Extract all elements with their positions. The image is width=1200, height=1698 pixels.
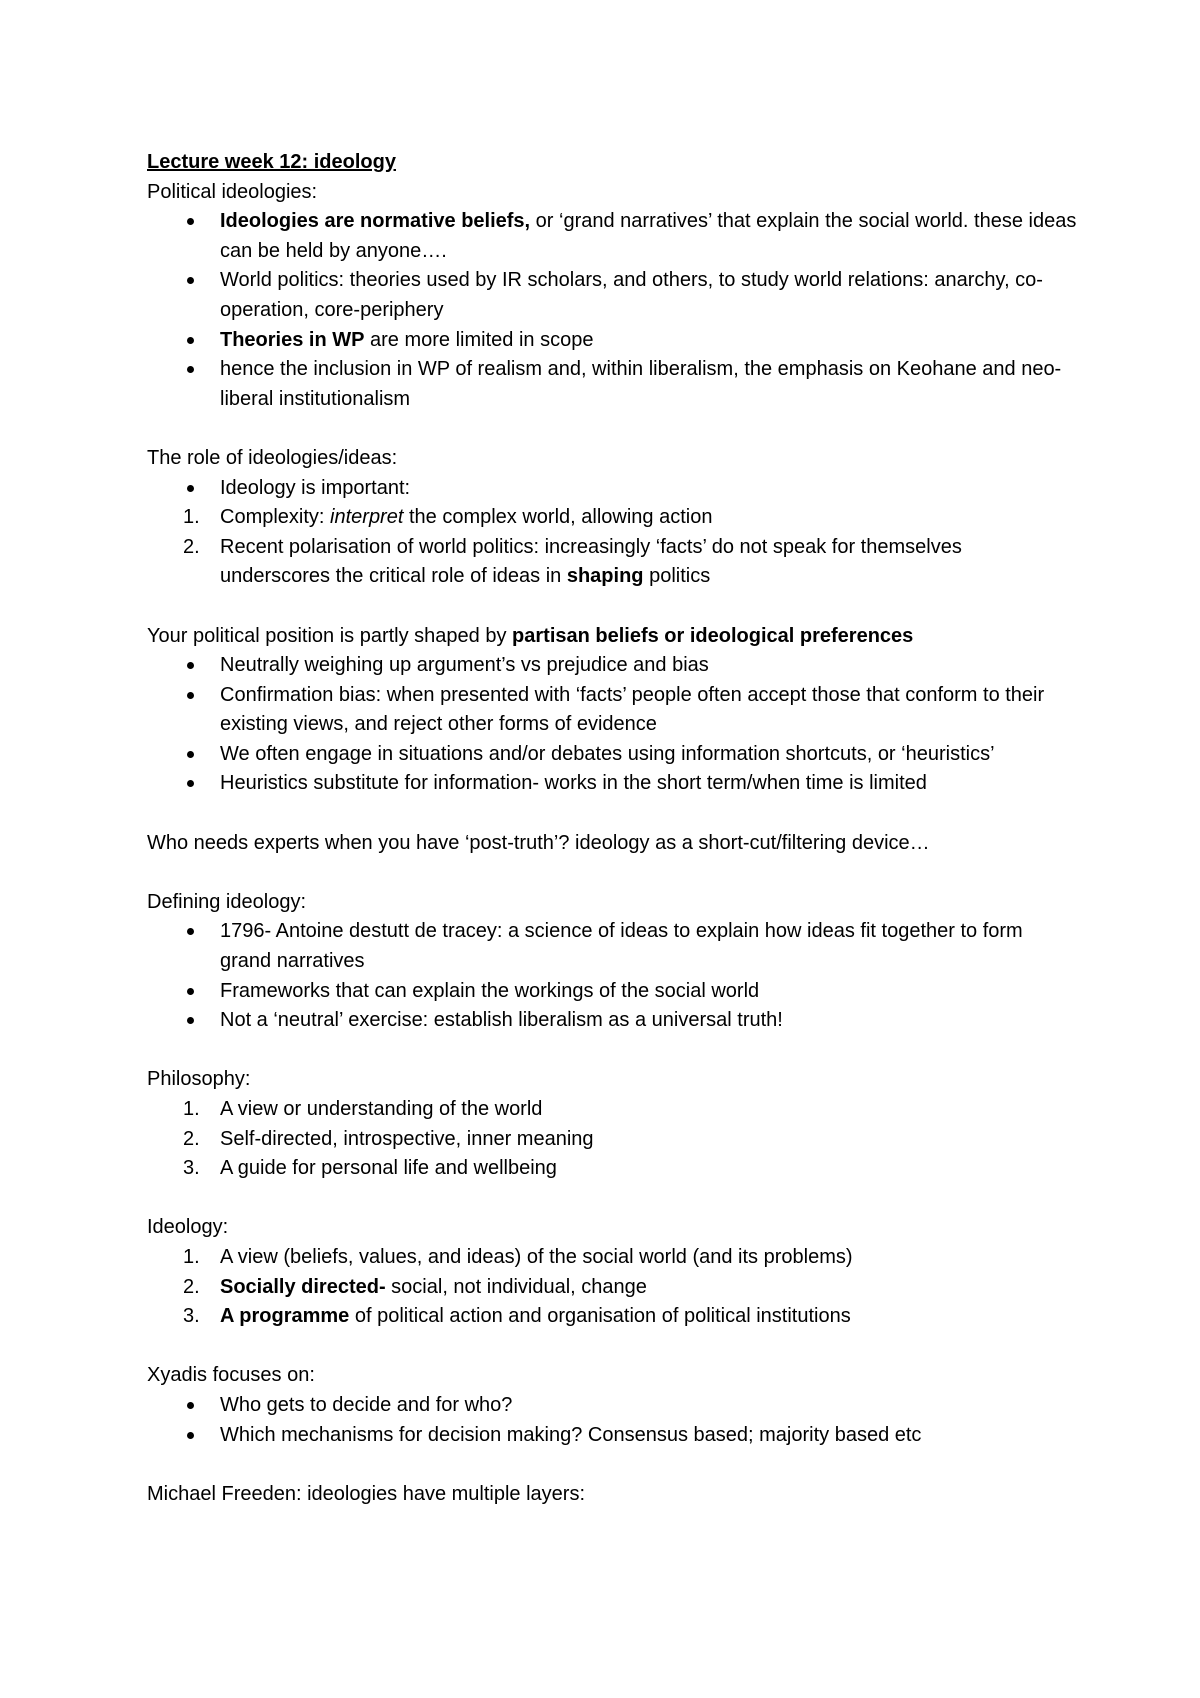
item-text: Which mechanisms for decision making? Consensus based; majority based etc [220, 1423, 922, 1446]
item-text: Recent polarisation of world politics: increasingly ‘facts’ do not speak for themselves underscores the critical role of ideas in [220, 535, 962, 588]
list-item [147, 977, 1077, 1007]
italic-text: interpret [330, 506, 404, 529]
item-text: Self-directed, introspective, inner meaning [220, 1127, 594, 1150]
item-text: Neutrally weighing up argument’s vs prejudice and bias [220, 654, 709, 677]
list-item [147, 1273, 1077, 1303]
item-number: 1. [183, 1098, 200, 1120]
section-heading: Xyadis focuses on: [147, 1364, 315, 1387]
section-heading: Political ideologies: [147, 180, 318, 203]
list-item [147, 503, 1077, 533]
item-text: World politics: theories used by IR scholars, and others, to study world relations: anarchy, co-operation, core-periphery [220, 269, 1043, 321]
item-text: the complex world, allowing action [403, 506, 713, 529]
item-number: 1. [183, 506, 200, 529]
item-text: or ‘grand narratives’ that explain the social world. these ideas can be held by anyone…. [220, 210, 1077, 262]
item-text: of political action and organisation of political institutions [349, 1305, 851, 1328]
section-heading [147, 622, 1077, 652]
bullet-list [147, 474, 1077, 504]
bold-text: Socially directed- [220, 1275, 386, 1298]
heading-text: Your political position is partly shaped by [147, 624, 513, 647]
list-item [147, 769, 1077, 799]
section-xyadis [147, 1361, 1077, 1450]
list-item [147, 266, 1077, 325]
section-heading: Philosophy: [147, 1068, 251, 1091]
list-item [147, 681, 1077, 740]
list-item [147, 355, 1077, 414]
bold-text: A programme [220, 1305, 350, 1328]
section-role-of-ideologies [147, 444, 1077, 592]
section-heading: Defining ideology: [147, 890, 306, 913]
item-text: Heuristics substitute for information- works in the short term/when time is limited [220, 772, 927, 795]
bullet-list [147, 1391, 1077, 1450]
item-text: 1796- Antoine destutt de tracey: a science of ideas to explain how ideas fit together to form grand narratives [220, 920, 1023, 973]
bullet-list [147, 917, 1077, 1035]
item-text: A guide for personal life and wellbeing [220, 1157, 557, 1180]
bold-text: Ideologies are normative beliefs, [220, 210, 531, 233]
list-item [147, 1243, 1077, 1273]
section-freeden [147, 1480, 1077, 1510]
section-defining-ideology [147, 888, 1077, 1036]
page-title: Lecture week 12: ideology [147, 151, 396, 173]
item-text: politics [643, 565, 711, 588]
section-heading: Ideology: [147, 1216, 229, 1239]
numbered-list [147, 1095, 1077, 1184]
numbered-list [147, 1243, 1077, 1332]
list-item [147, 207, 1077, 266]
section-political-ideologies [147, 178, 1077, 415]
list-item [147, 740, 1077, 770]
list-item [147, 1125, 1077, 1155]
list-item [147, 474, 1077, 504]
list-item [147, 917, 1077, 976]
item-text: are more limited in scope [364, 328, 594, 351]
item-number: 2. [183, 1275, 200, 1298]
item-number: 3. [183, 1305, 200, 1328]
list-item [147, 1302, 1077, 1332]
list-item [147, 651, 1077, 681]
bullet-list [147, 651, 1077, 799]
list-item [147, 533, 1077, 592]
section-philosophy [147, 1065, 1077, 1183]
item-text: We often engage in situations and/or debates using information shortcuts, or ‘heuristics’ [220, 742, 995, 765]
section-heading: The role of ideologies/ideas: [147, 446, 398, 469]
list-item [147, 1095, 1077, 1125]
item-text: Complexity: [220, 506, 331, 529]
item-text: Who gets to decide and for who? [220, 1393, 513, 1416]
bold-text: Theories in WP [220, 328, 365, 351]
bold-text: shaping [566, 565, 644, 588]
item-text: hence the inclusion in WP of realism and, within liberalism, the emphasis on Keohane and neo-liberal institutionalism [220, 358, 1062, 410]
item-text: social, not individual, change [385, 1275, 647, 1298]
list-item [147, 326, 1077, 356]
item-text: Ideology is important: [220, 476, 411, 499]
paragraph: Michael Freeden: ideologies have multiple layers: [147, 1482, 586, 1505]
item-number: 2. [183, 1127, 200, 1150]
item-number: 3. [183, 1157, 200, 1180]
bullet-list [147, 207, 1077, 414]
section-experts [147, 829, 1077, 859]
bold-text: partisan beliefs or ideological preferences [512, 624, 914, 647]
item-text: A view or understanding of the world [220, 1098, 543, 1120]
numbered-list [147, 503, 1077, 592]
document-page [147, 148, 1077, 1539]
item-text: Not a ‘neutral’ exercise: establish liberalism as a universal truth! [220, 1009, 783, 1032]
section-political-position [147, 622, 1077, 800]
item-text: Frameworks that can explain the workings of the social world [220, 979, 760, 1002]
item-text: Confirmation bias: when presented with ‘facts’ people often accept those that conform to their existing views, and reject other forms of evidence [220, 683, 1045, 736]
item-number: 1. [183, 1245, 200, 1268]
section-ideology [147, 1213, 1077, 1331]
list-item [147, 1154, 1077, 1184]
list-item [147, 1006, 1077, 1036]
item-text: A view (beliefs, values, and ideas) of the social world (and its problems) [220, 1245, 853, 1268]
item-number: 2. [183, 535, 200, 558]
list-item [147, 1391, 1077, 1421]
list-item [147, 1421, 1077, 1451]
paragraph: Who needs experts when you have ‘post-truth’? ideology as a short-cut/filtering device… [147, 831, 930, 854]
